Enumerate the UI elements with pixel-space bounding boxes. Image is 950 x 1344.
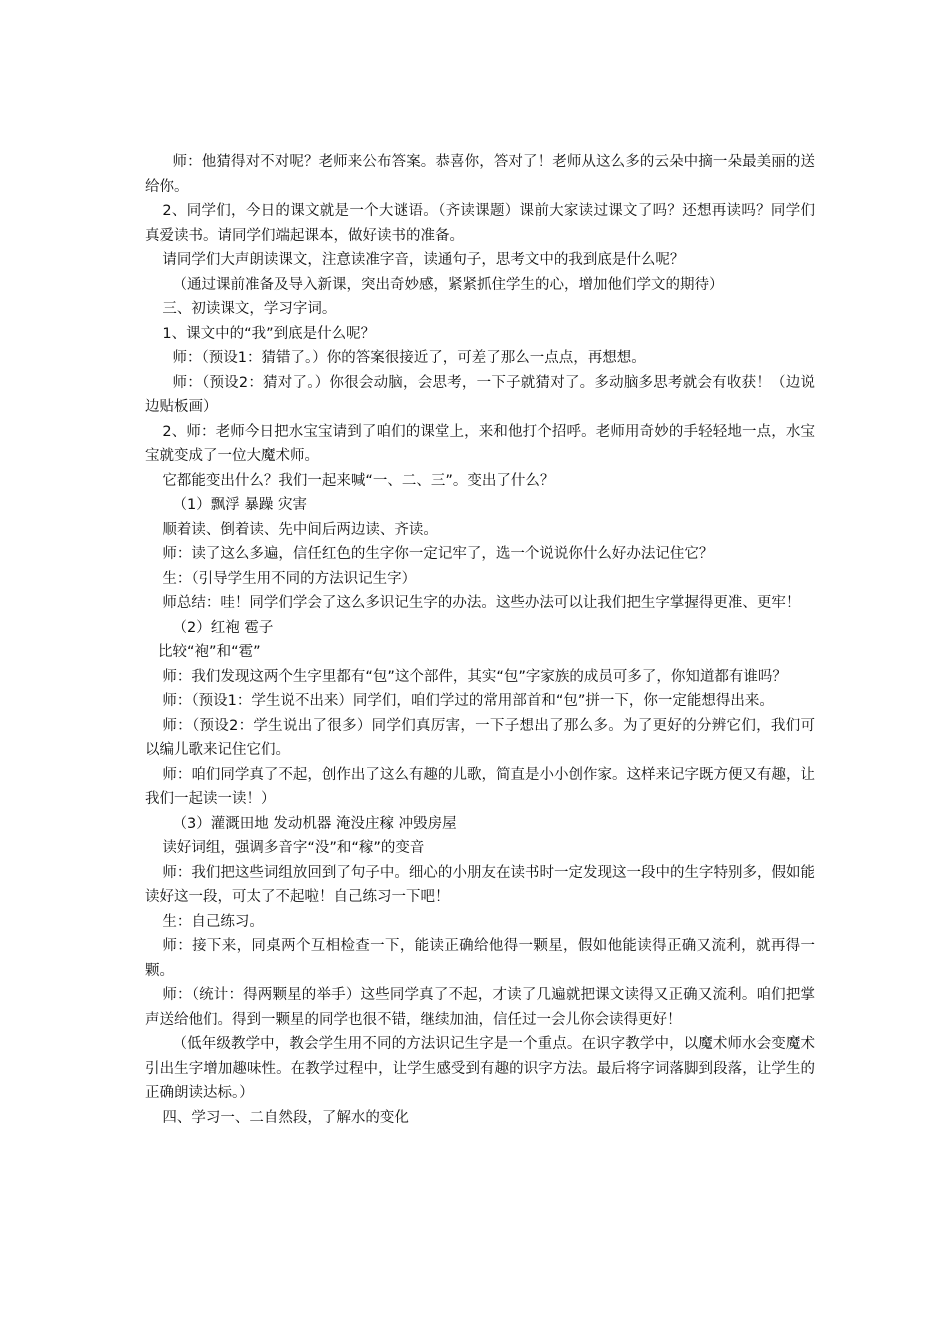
paragraph: 师：读了这么多遍，信任红色的生字你一定记牢了，选一个说说你什么好办法记住它？ <box>162 546 714 562</box>
section-heading: 三、初读课文，学习字词。 <box>162 301 337 317</box>
paragraph: 比较“袍”和“雹” <box>158 644 261 660</box>
paragraph: 生：自己练习。 <box>162 913 264 930</box>
paragraph: 2、师：老师今日把水宝宝请到了咱们的课堂上，来和他打个招呼。老师用奇妙的手轻轻地一点，水宝宝就变成了一位大魔术师。 <box>145 423 815 464</box>
paragraph: 它都能变出什么？我们一起来喊“一、二、三”。变出了什么？ <box>162 472 555 489</box>
paragraph: 师：他猜得对不对呢？老师来公布答案。恭喜你，答对了！老师从这么多的云朵中摘一朵最美丽的送给你。 <box>145 154 815 195</box>
word-group: （2）红袍 雹子 <box>172 619 274 636</box>
paragraph: 2、同学们，今日的课文就是一个大谜语。（齐读课题）课前大家读过课文了吗？还想再读吗？同学们真爱读书。请同学们端起课本，做好读书的准备。 <box>145 203 815 244</box>
paragraph: 读好词组，强调多音字“没”和“稼”的变音 <box>162 840 425 856</box>
paragraph: 1、课文中的“我”到底是什么呢？ <box>162 325 376 342</box>
paragraph: 师：我们把这些词组放回到了句子中。细心的小朋友在读书时一定发现这一段中的生字特别多，假如能读好这一段，可太了不起啦！自己练习一下吧！ <box>145 864 815 905</box>
paragraph: 生：（引导学生用不同的方法识记生字） <box>162 570 417 587</box>
document-page <box>145 150 815 1130</box>
paragraph: 师：（预设1：学生说不出来）同学们，咱们学过的常用部首和“包”拼一下，你一定能想得出来。 <box>162 693 774 709</box>
word-group: （1）飘浮 暴躁 灾害 <box>172 497 307 513</box>
paragraph: 师：（预设2：猜对了。）你很会动脑，会思考，一下子就猜对了。多动脑多思考就会有收获！（边说边贴板画） <box>145 374 815 415</box>
paragraph: 师：（统计：得两颗星的举手）这些同学真了不起，才读了几遍就把课文读得又正确又流利。咱们把掌声送给他们。得到一颗星的同学也很不错，继续加油，信任过一会儿你会读得更好！ <box>145 987 815 1028</box>
paragraph: 师：（预设2：学生说出了很多）同学们真厉害，一下子想出了那么多。为了更好的分辨它们，我们可以编儿歌来记住它们。 <box>145 717 815 758</box>
paragraph: 师：我们发现这两个生字里都有“包”这个部件，其实“包”字家族的成员可多了，你知道都有谁吗？ <box>162 668 787 685</box>
paragraph: 师总结：哇！同学们学会了这么多识记生字的办法。这些办法可以让我们把生字掌握得更准、更牢！ <box>162 595 801 611</box>
paragraph: 师：（预设1：猜错了。）你的答案很接近了，可差了那么一点点，再想想。 <box>172 350 646 366</box>
paragraph: （低年级教学中，教会学生用不同的方法识记生字是一个重点。在识字教学中，以魔术师水会变魔术引出生字增加趣味性。在教学过程中，让学生感受到有趣的识字方法。最后将字词落脚到段落，让学生的正确朗读达标。） <box>145 1036 815 1101</box>
section-heading: 四、学习一、二自然段，了解水的变化 <box>162 1109 409 1126</box>
paragraph: 顺着读、倒着读、先中间后两边读、齐读。 <box>162 521 438 538</box>
word-group: （3）灌溉田地 发动机器 淹没庄稼 冲毁房屋 <box>172 815 457 832</box>
paragraph: 师：咱们同学真了不起，创作出了这么有趣的儿歌，简直是小小创作家。这样来记字既方便又有趣，让我们一起读一读！） <box>145 766 815 807</box>
paragraph: 师：接下来，同桌两个互相检查一下，能读正确给他得一颗星，假如他能读得正确又流利，就再得一颗。 <box>145 938 815 979</box>
paragraph: （通过课前准备及导入新课，突出奇妙感，紧紧抓住学生的心，增加他们学文的期待） <box>172 276 724 293</box>
paragraph: 请同学们大声朗读课文，注意读准字音，读通句子，思考文中的我到底是什么呢？ <box>162 252 685 268</box>
